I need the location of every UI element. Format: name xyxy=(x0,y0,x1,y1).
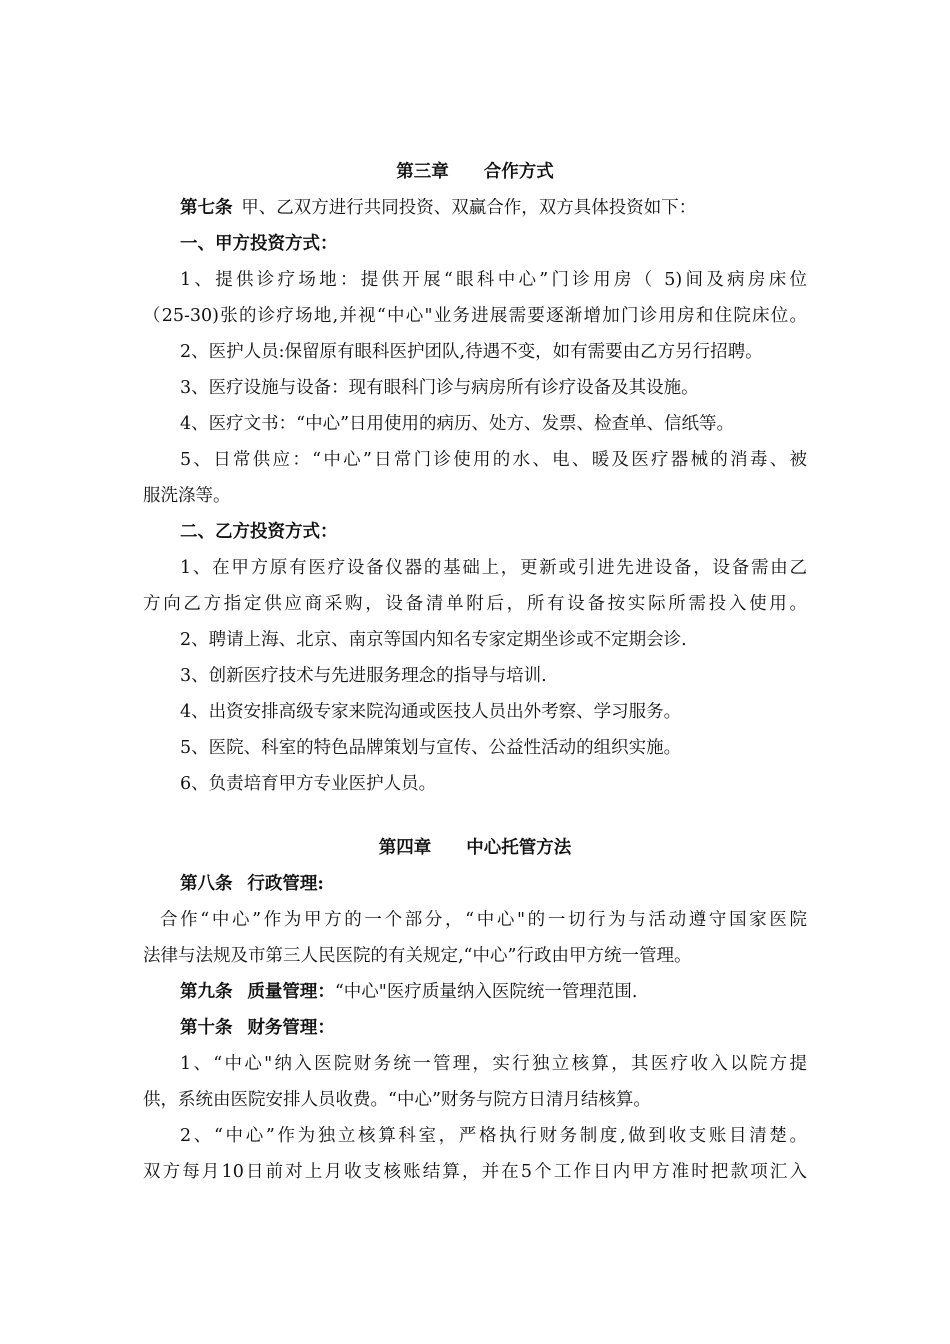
party-a-item-2: 2、医护人员:保留原有眼科医护团队,待遇不变，如有需要由乙方另行招聘。 xyxy=(180,342,763,362)
party-a-item-1-line-2: （25-30)张的诊疗场地,并视“中心"业务进展需要逐渐增加门诊用房和住院床位。 xyxy=(143,306,807,326)
party-a-item-5-line-1: 5、日常供应：“中心”日常门诊使用的水、电、暖及医疗器械的消毒、被 xyxy=(180,450,807,470)
article-9-text: “中心"医疗质量纳入医院统一管理范围. xyxy=(334,982,638,1002)
chapter-4-title: 第四章 中心托管方法 xyxy=(378,838,572,858)
party-a-item-5-line-2: 服洗涤等。 xyxy=(143,486,231,506)
party-b-item-4: 4、出资安排高级专家来院沟通或医技人员出外考察、学习服务。 xyxy=(180,702,682,722)
party-b-item-3: 3、创新医疗技术与先进服务理念的指导与培训. xyxy=(180,666,547,686)
article-9-label: 第九条 质量管理： xyxy=(180,982,335,1002)
chapter-3-title: 第三章 合作方式 xyxy=(396,162,554,182)
article-8-line-2: 法律与法规及市第三人民医院的有关规定,“中心”行政由甲方统一管理。 xyxy=(143,946,692,966)
article-8-heading: 第八条 行政管理: xyxy=(180,874,324,894)
article-7-text: 甲、乙双方进行共同投资、双赢合作，双方具体投资如下： xyxy=(232,198,697,218)
article-9 xyxy=(180,980,860,1004)
finance-item-1-line-1: 1、“中心"纳入医院财务统一管理，实行独立核算，其医疗收入以院方提 xyxy=(180,1054,807,1074)
party-b-item-6: 6、负责培育甲方专业医护人员。 xyxy=(180,774,437,794)
article-7-label: 第七条 xyxy=(180,198,233,218)
party-a-heading: 一、甲方投资方式： xyxy=(180,234,338,254)
party-b-item-5: 5、医院、科室的特色品牌策划与宣传、公益性活动的组织实施。 xyxy=(180,738,682,758)
article-10-heading: 第十条 财务管理： xyxy=(180,1018,335,1038)
party-b-item-1-line-2: 方向乙方指定供应商采购，设备清单附后，所有设备按实际所需投入使用。 xyxy=(143,594,807,614)
party-a-item-4: 4、医疗文书：“中心”日用使用的病历、处方、发票、检查单、信纸等。 xyxy=(180,414,735,434)
article-7 xyxy=(180,196,860,220)
finance-item-2-line-1: 2、“中心”作为独立核算科室，严格执行财务制度,做到收支账目清楚。 xyxy=(180,1126,807,1146)
finance-item-2-line-2: 双方每月10日前对上月收支核账结算，并在5个工作日内甲方准时把款项汇入 xyxy=(143,1162,807,1182)
party-b-item-1-line-1: 1、在甲方原有医疗设备仪器的基础上，更新或引进先进设备，设备需由乙 xyxy=(180,558,807,578)
party-b-heading: 二、乙方投资方式： xyxy=(180,522,338,542)
party-a-item-1-line-1: 1、提供诊疗场地：提供开展“眼科中心”门诊用房（ 5)间及病房床位 xyxy=(180,270,807,290)
article-8-line-1: 合作“中心”作为甲方的一个部分，“中心"的一切行为与活动遵守国家医院 xyxy=(160,910,807,930)
party-a-item-3: 3、医疗设施与设备：现有眼科门诊与病房所有诊疗设备及其设施。 xyxy=(180,378,699,398)
party-b-item-2: 2、聘请上海、北京、南京等国内知名专家定期坐诊或不定期会诊. xyxy=(180,630,687,650)
finance-item-1-line-2: 供，系统由医院安排人员收费。“中心”财务与院方日清月结核算。 xyxy=(143,1090,651,1110)
